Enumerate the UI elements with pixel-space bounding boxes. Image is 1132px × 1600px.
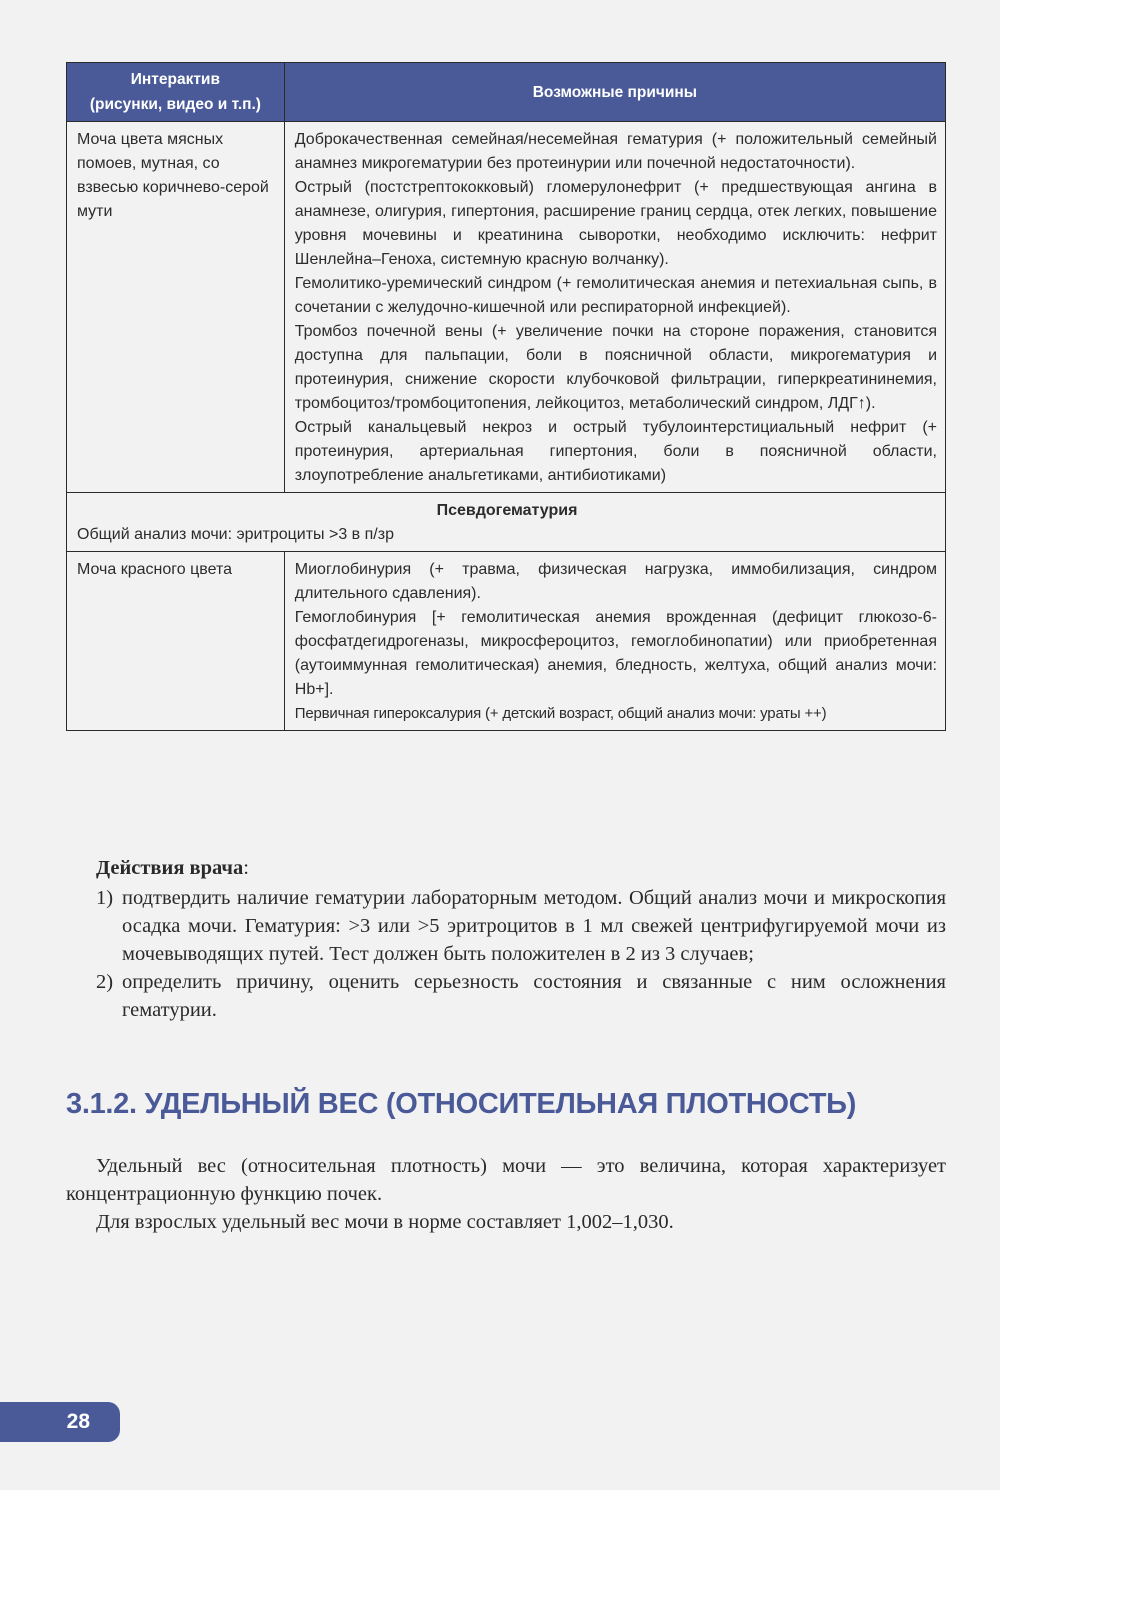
- cause-item: Гемолитико-уремический синдром (+ гемолитическая анемия и петехиальная сыпь, в сочетании с желудочно-кишечной или респираторной инфекцией).: [294, 275, 937, 316]
- sign-text: Моча красного цвета: [77, 561, 232, 578]
- body-paragraph: Для взрослых удельный вес мочи в норме составляет 1,002–1,030.: [96, 1211, 674, 1233]
- table-row: [67, 552, 946, 731]
- cause-item: Гемоглобинурия [+ гемолитическая анемия врожденная (дефицит глюкозо-6-фосфатдегидрогеназы, микросфероцитоз, гемоглобинопатии) или приобретенная (аутоиммунная гемолитическая) анемия, бледность, желтуха, общий анализ мочи: Hb+].: [294, 609, 937, 698]
- header-interactive: Интерактив (рисунки, видео и т.п.): [67, 63, 285, 122]
- cause-item: Доброкачественная семейная/несемейная гематурия (+ положительный семейный анамнез микрогематурии без протеинурии или почечной недостаточности).: [294, 131, 937, 172]
- page-number: 28: [66, 1410, 90, 1433]
- cause-item: Острый канальцевый некроз и острый тубулоинтерстициальный нефрит (+ протеинурия, артериальная гипертония, боли в поясничной области, злоупотребление анальгетиками, антибиотиками): [294, 419, 937, 484]
- section-heading: 3.1.2. УДЕЛЬНЫЙ ВЕС (ОТНОСИТЕЛЬНАЯ ПЛОТНОСТЬ): [66, 1088, 857, 1120]
- section-subtitle: Общий анализ мочи: эритроциты >3 в п/зр: [77, 526, 394, 543]
- table-section-row: [67, 493, 946, 552]
- sign-cell: [67, 122, 285, 493]
- list-item-number: 2): [96, 971, 114, 993]
- list-item-text: определить причину, оценить серьезность состояния и связанные с ним осложнения гематурии.: [122, 971, 946, 1021]
- table-row: [67, 122, 946, 493]
- causes-cell: [284, 122, 945, 493]
- list-item-number: 1): [96, 887, 114, 909]
- list-item: [96, 968, 946, 1024]
- cause-item: Острый (постстрептококковый) гломерулонефрит (+ предшествующая ангина в анамнезе, олигурия, гипертония, расширение границ сердца, отек легких, повышение уровня мочевины и креатинина сыворотки, необходимо исключить: нефрит Шенлейна–Геноха, системную красную волчанку).: [294, 179, 937, 268]
- list-item: [96, 884, 946, 968]
- list-item-text: подтвердить наличие гематурии лабораторным методом. Общий анализ мочи и микроскопия осадка мочи. Гематурия: >3 или >5 эритроцитов в 1 мл свежей центрифугируемой мочи из мочевыводящих путей. Тест должен быть положителен в 2 из 3 случаев;: [122, 887, 946, 965]
- sign-cell: [67, 552, 285, 731]
- header-causes: Возможные причины: [284, 63, 945, 122]
- actions-heading: [96, 854, 946, 882]
- page-number-badge: [0, 1402, 120, 1442]
- table-header-row: [67, 63, 946, 122]
- section-body: [66, 1152, 946, 1236]
- actions-list: [96, 884, 946, 1024]
- sign-text: Моча цвета мясных помоев, мутная, со взвесью коричнево-серой мути: [77, 131, 269, 220]
- cause-item: Миоглобинурия (+ травма, физическая нагрузка, иммобилизация, синдром длительного сдавления).: [294, 561, 937, 602]
- body-paragraph: Удельный вес (относительная плотность) мочи — это величина, которая характеризует концентрационную функцию почек.: [66, 1155, 946, 1205]
- doctor-actions: [96, 854, 946, 1024]
- cause-item: Первичная гипероксалурия (+ детский возраст, общий анализ мочи: ураты ++): [294, 705, 827, 722]
- cause-item: Тромбоз почечной вены (+ увеличение почки на стороне поражения, становится доступна для пальпации, боли в поясничной области, микрогематурия и протеинурия, снижение скорости клубочковой фильтрации, гиперкреатининемия, тромбоцитоз/тромбоцитопения, лейкоцитоз, метаболический синдром, ЛДГ↑).: [294, 323, 937, 412]
- section-cell: [67, 493, 946, 552]
- causes-cell: [284, 552, 945, 731]
- causes-table: [66, 62, 946, 731]
- actions-heading-label: Действия врача: [96, 857, 244, 879]
- section-title: Псевдогематурия: [436, 502, 578, 519]
- actions-heading-colon: :: [243, 857, 249, 879]
